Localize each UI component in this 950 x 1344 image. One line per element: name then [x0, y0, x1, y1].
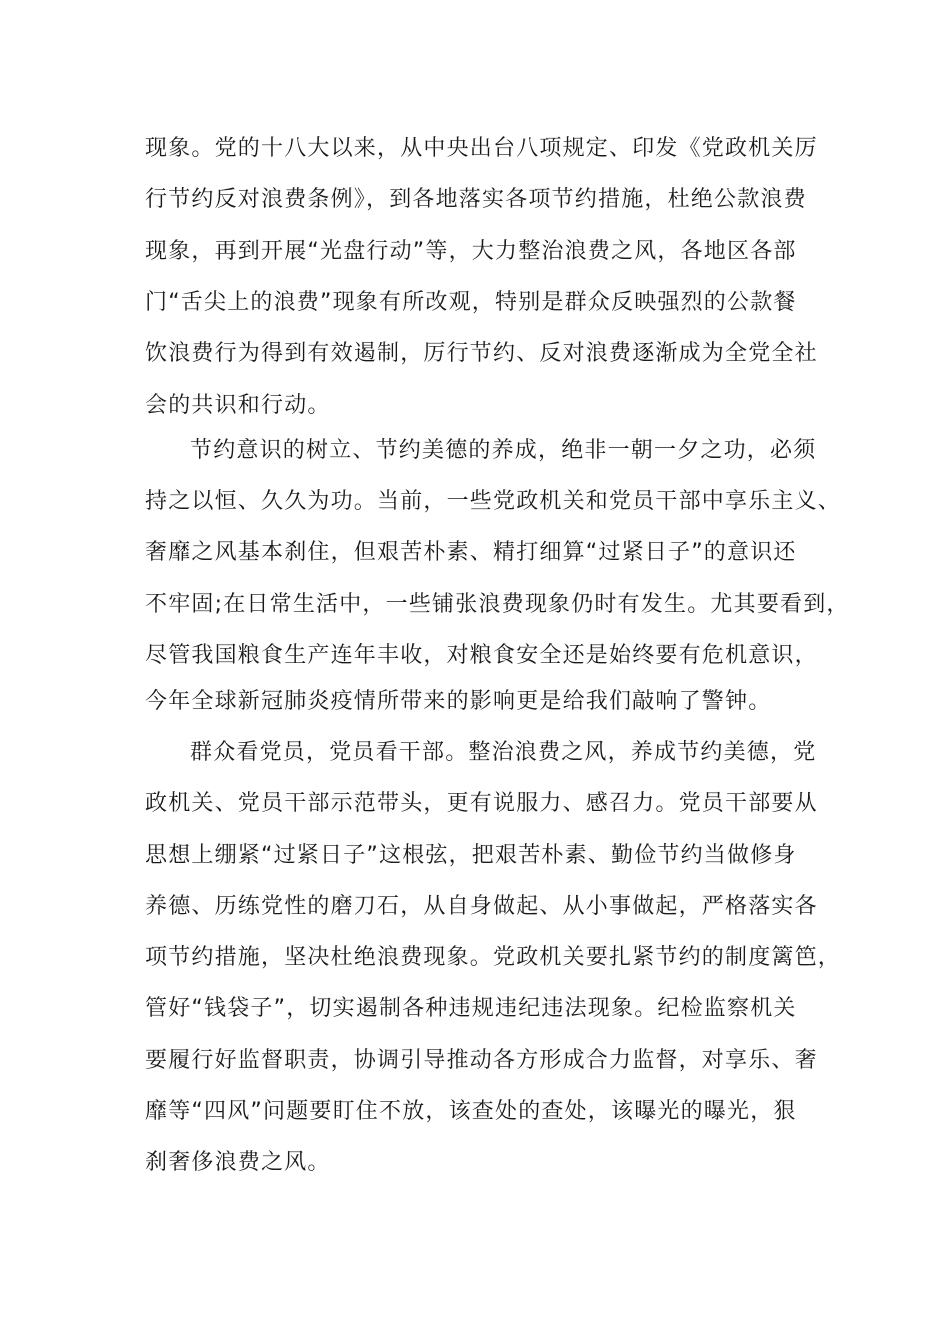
paragraph-3-line-8: 靡等“四风”问题要盯住不放，该查处的查处，该曝光的曝光，狠 — [145, 1099, 797, 1124]
paragraph-3-line-1: 群众看党员，党员看干部。整治浪费之风，养成节约美德，党 — [190, 740, 817, 765]
paragraph-1-line-5: 饮浪费行为得到有效遏制，厉行节约、反对浪费逐渐成为全党全社 — [145, 341, 818, 366]
paragraph-1-line-1: 现象。党的十八大以来，从中央出台八项规定、印发《党政机关厉 — [145, 136, 818, 161]
paragraph-1-line-3: 现象，再到开展“光盘行动”等，大力整治浪费之风，各地区各部 — [145, 239, 797, 264]
paragraph-3-line-3: 思想上绷紧“过紧日子”这根弦，把艰苦朴素、勤俭节约当做修身 — [145, 843, 797, 868]
paragraph-3-line-5: 项节约措施，坚决杜绝浪费现象。党政机关要扎紧节约的制度篱笆， — [145, 945, 842, 970]
paragraph-1-line-6: 会的共识和行动。 — [145, 393, 331, 418]
paragraph-2-line-1: 节约意识的树立、节约美德的养成，绝非一朝一夕之功，必须 — [190, 438, 817, 463]
paragraph-3-line-4: 养德、历练党性的磨刀石，从自身做起、从小事做起，严格落实各 — [145, 894, 818, 919]
paragraph-2-line-5: 尽管我国粮食生产连年丰收，对粮食安全还是始终要有危机意识， — [145, 643, 818, 668]
paragraph-3-line-2: 政机关、党员干部示范带头，更有说服力、感召力。党员干部要从 — [145, 791, 818, 816]
paragraph-2-line-2: 持之以恒、久久为功。当前，一些党政机关和党员干部中享乐主义、 — [145, 489, 842, 514]
paragraph-2-line-4: 不牢固;在日常生活中，一些铺张浪费现象仍时有发生。尤其要看到， — [145, 592, 850, 617]
paragraph-3-line-9: 刹奢侈浪费之风。 — [145, 1150, 331, 1175]
paragraph-1-line-4: 门“舌尖上的浪费”现象有所改观，特别是群众反映强烈的公款餐 — [145, 290, 797, 315]
paragraph-3-line-6: 管好“钱袋子”，切实遏制各种违规违纪违法现象。纪检监察机关 — [145, 996, 797, 1021]
paragraph-3-line-7: 要履行好监督职责，协调引导推动各方形成合力监督，对享乐、奢 — [145, 1048, 818, 1073]
paragraph-2-line-6: 今年全球新冠肺炎疫情所带来的影响更是给我们敲响了警钟。 — [145, 689, 772, 714]
paragraph-2-line-3: 奢靡之风基本刹住，但艰苦朴素、精打细算“过紧日子”的意识还 — [145, 540, 797, 565]
paragraph-1-line-2: 行节约反对浪费条例》，到各地落实各项节约措施，杜绝公款浪费 — [145, 187, 807, 212]
